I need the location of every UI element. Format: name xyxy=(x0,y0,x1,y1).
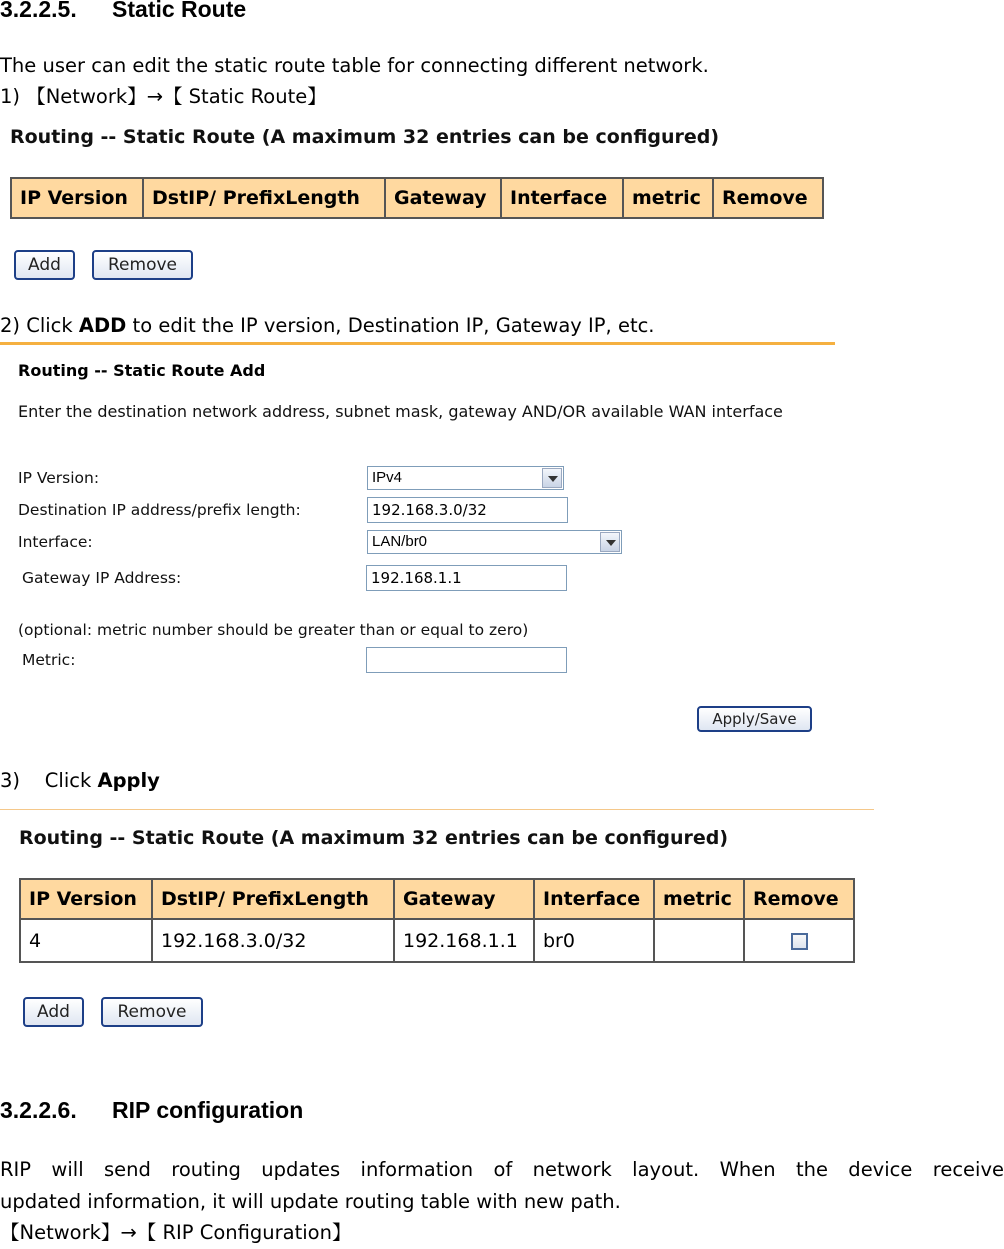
col-dstip: DstIP/ PrefixLength xyxy=(143,178,385,218)
chevron-down-icon[interactable] xyxy=(600,532,620,552)
interface-label: Interface: xyxy=(18,533,93,551)
ip-version-label: IP Version: xyxy=(18,469,100,487)
cell-gateway: 192.168.1.1 xyxy=(394,919,534,962)
intro-text: The user can edit the static route table for connecting different network. xyxy=(0,54,709,77)
chevron-down-icon[interactable] xyxy=(542,468,562,488)
rip-nav-text: 【Network】→【 RIP Configuration】 xyxy=(0,1221,352,1244)
cell-interface: br0 xyxy=(534,919,654,962)
section-heading-3226 xyxy=(0,1097,303,1124)
step-1-text: 1) 【Network】→【 Static Route】 xyxy=(0,85,327,108)
interface-select[interactable] xyxy=(367,530,622,554)
cell-remove xyxy=(744,919,854,962)
rip-paragraph-line2: updated information, it will update routing table with new path. xyxy=(0,1190,621,1213)
step-2-bold: ADD xyxy=(78,314,127,337)
cell-dstip: 192.168.3.0/32 xyxy=(152,919,394,962)
step-2-text xyxy=(0,310,655,342)
col-ip-version: IP Version xyxy=(11,178,143,218)
col-gateway: Gateway xyxy=(385,178,501,218)
col-remove: Remove xyxy=(744,879,854,919)
routing-title: Routing -- Static Route (A maximum 32 entries can be configured) xyxy=(10,126,720,148)
col-gateway: Gateway xyxy=(394,879,534,919)
section-title: Static Route xyxy=(112,0,247,22)
metric-note: (optional: metric number should be greater than or equal to zero) xyxy=(18,621,529,639)
rip-paragraph-line1: RIP will send routing updates information of network layout. When the device receive xyxy=(0,1158,1004,1181)
thin-divider xyxy=(0,809,874,810)
static-route-table xyxy=(10,177,824,219)
static-route-add-description: Enter the destination network address, subnet mask, gateway AND/OR available WAN interface xyxy=(18,402,783,421)
step-3-prefix: 3) Click xyxy=(0,769,98,792)
gateway-input[interactable]: 192.168.1.1 xyxy=(366,565,567,591)
gateway-label: Gateway IP Address: xyxy=(22,569,182,587)
step-3-text xyxy=(0,765,160,797)
destination-input[interactable]: 192.168.3.0/32 xyxy=(367,497,568,523)
static-route-table-result xyxy=(19,878,855,963)
static-route-add-title: Routing -- Static Route Add xyxy=(18,361,266,380)
add-button[interactable]: Add xyxy=(14,250,75,280)
apply-save-button[interactable]: Apply/Save xyxy=(697,706,812,732)
ip-version-value: IPv4 xyxy=(372,469,403,486)
section-number: 3.2.2.6. xyxy=(0,1097,77,1123)
interface-value: LAN/br0 xyxy=(372,533,428,550)
remove-button[interactable]: Remove xyxy=(92,250,193,280)
destination-label: Destination IP address/prefix length: xyxy=(18,501,301,519)
metric-label: Metric: xyxy=(22,651,76,669)
section-number: 3.2.2.5. xyxy=(0,0,77,22)
add-button-result[interactable]: Add xyxy=(23,997,84,1027)
ip-version-select[interactable] xyxy=(367,466,564,490)
step-2-prefix: 2) Click xyxy=(0,314,79,337)
col-interface: Interface xyxy=(501,178,623,218)
col-remove: Remove xyxy=(713,178,823,218)
orange-divider xyxy=(0,342,835,345)
cell-ip-version: 4 xyxy=(20,919,152,962)
routing-title-result: Routing -- Static Route (A maximum 32 entries can be configured) xyxy=(19,827,729,849)
remove-checkbox[interactable] xyxy=(791,933,808,950)
col-metric: metric xyxy=(654,879,744,919)
col-metric: metric xyxy=(623,178,713,218)
col-interface: Interface xyxy=(534,879,654,919)
cell-metric xyxy=(654,919,744,962)
remove-button-result[interactable]: Remove xyxy=(101,997,203,1027)
step-3-bold: Apply xyxy=(97,769,160,792)
col-ip-version: IP Version xyxy=(20,879,152,919)
step-2-suffix: to edit the IP version, Destination IP, Gateway IP, etc. xyxy=(126,314,655,337)
table-row xyxy=(20,919,854,962)
col-dstip: DstIP/ PrefixLength xyxy=(152,879,394,919)
section-heading-3225 xyxy=(0,0,246,23)
metric-input[interactable] xyxy=(366,647,567,673)
section-title: RIP configuration xyxy=(112,1097,304,1123)
